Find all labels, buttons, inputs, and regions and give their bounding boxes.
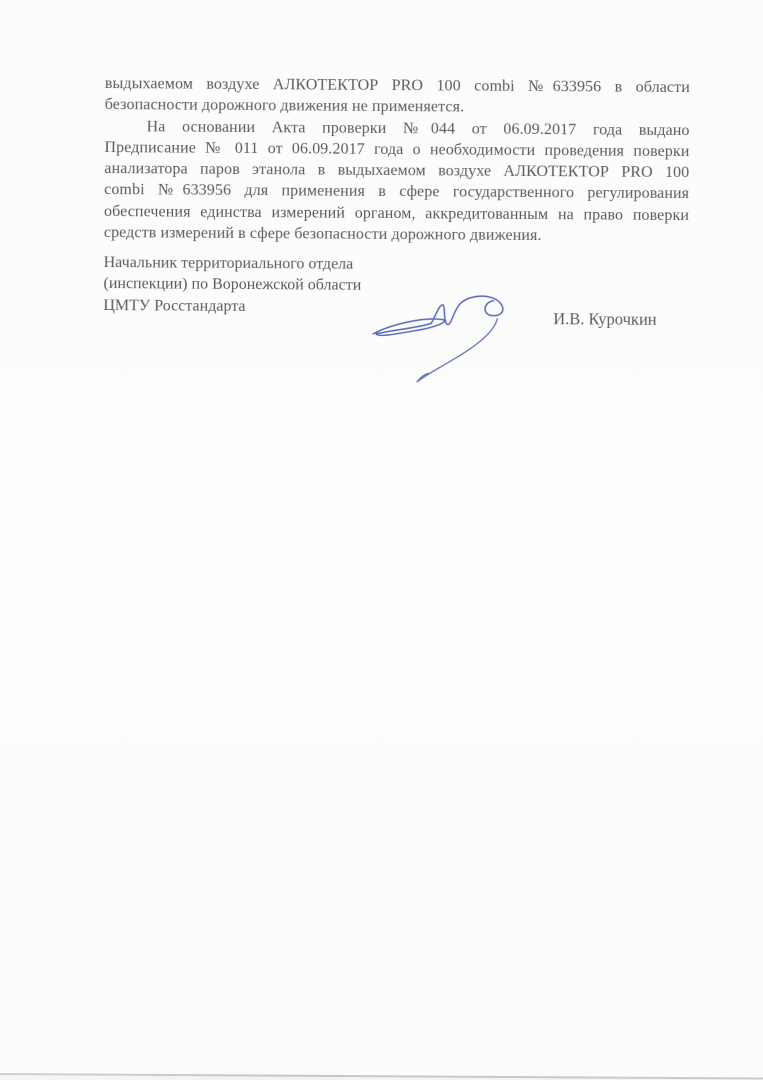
- document-body-text: [104, 73, 690, 247]
- document-content: [103, 70, 690, 329]
- text-line: На основании Акта проверки №044 от 06.09.2017 года выдано: [146, 117, 690, 139]
- text-line: анализатора паров этанола в выдыхаемом воздухе АЛКОТЕКТОР PRO 100: [104, 160, 690, 182]
- text-line: средств измерений в сфере безопасности дорожного движения.: [103, 224, 542, 245]
- signature-ink: [363, 290, 520, 391]
- text-line: выдыхаемом воздухе АЛКОТЕКТОР PRO 100 combi №633956 в области: [104, 74, 690, 97]
- signer-title-line: (инспекции) по Воронежской области: [103, 275, 362, 295]
- paragraph-continuation: [105, 73, 690, 120]
- text-line: Предписание № 011 от 06.09.2017 года о необходимости проведения поверки: [104, 138, 690, 160]
- text-line: безопасности дорожного движения не применяется.: [104, 96, 465, 116]
- text-line: combi №633956 для применения в сфере государственного регулирования: [104, 181, 690, 203]
- signer-name: И.В. Курочкин: [553, 309, 657, 329]
- signature-stroke-main: [373, 295, 503, 336]
- text-line: обеспечения единства измерений органом, аккредитованным на право поверки: [103, 202, 690, 224]
- paragraph-predpisanie: [104, 116, 690, 248]
- signer-title-line: ЦМТУ Росстандарта: [103, 296, 246, 315]
- signer-title-line: Начальник территориального отдела: [103, 253, 354, 273]
